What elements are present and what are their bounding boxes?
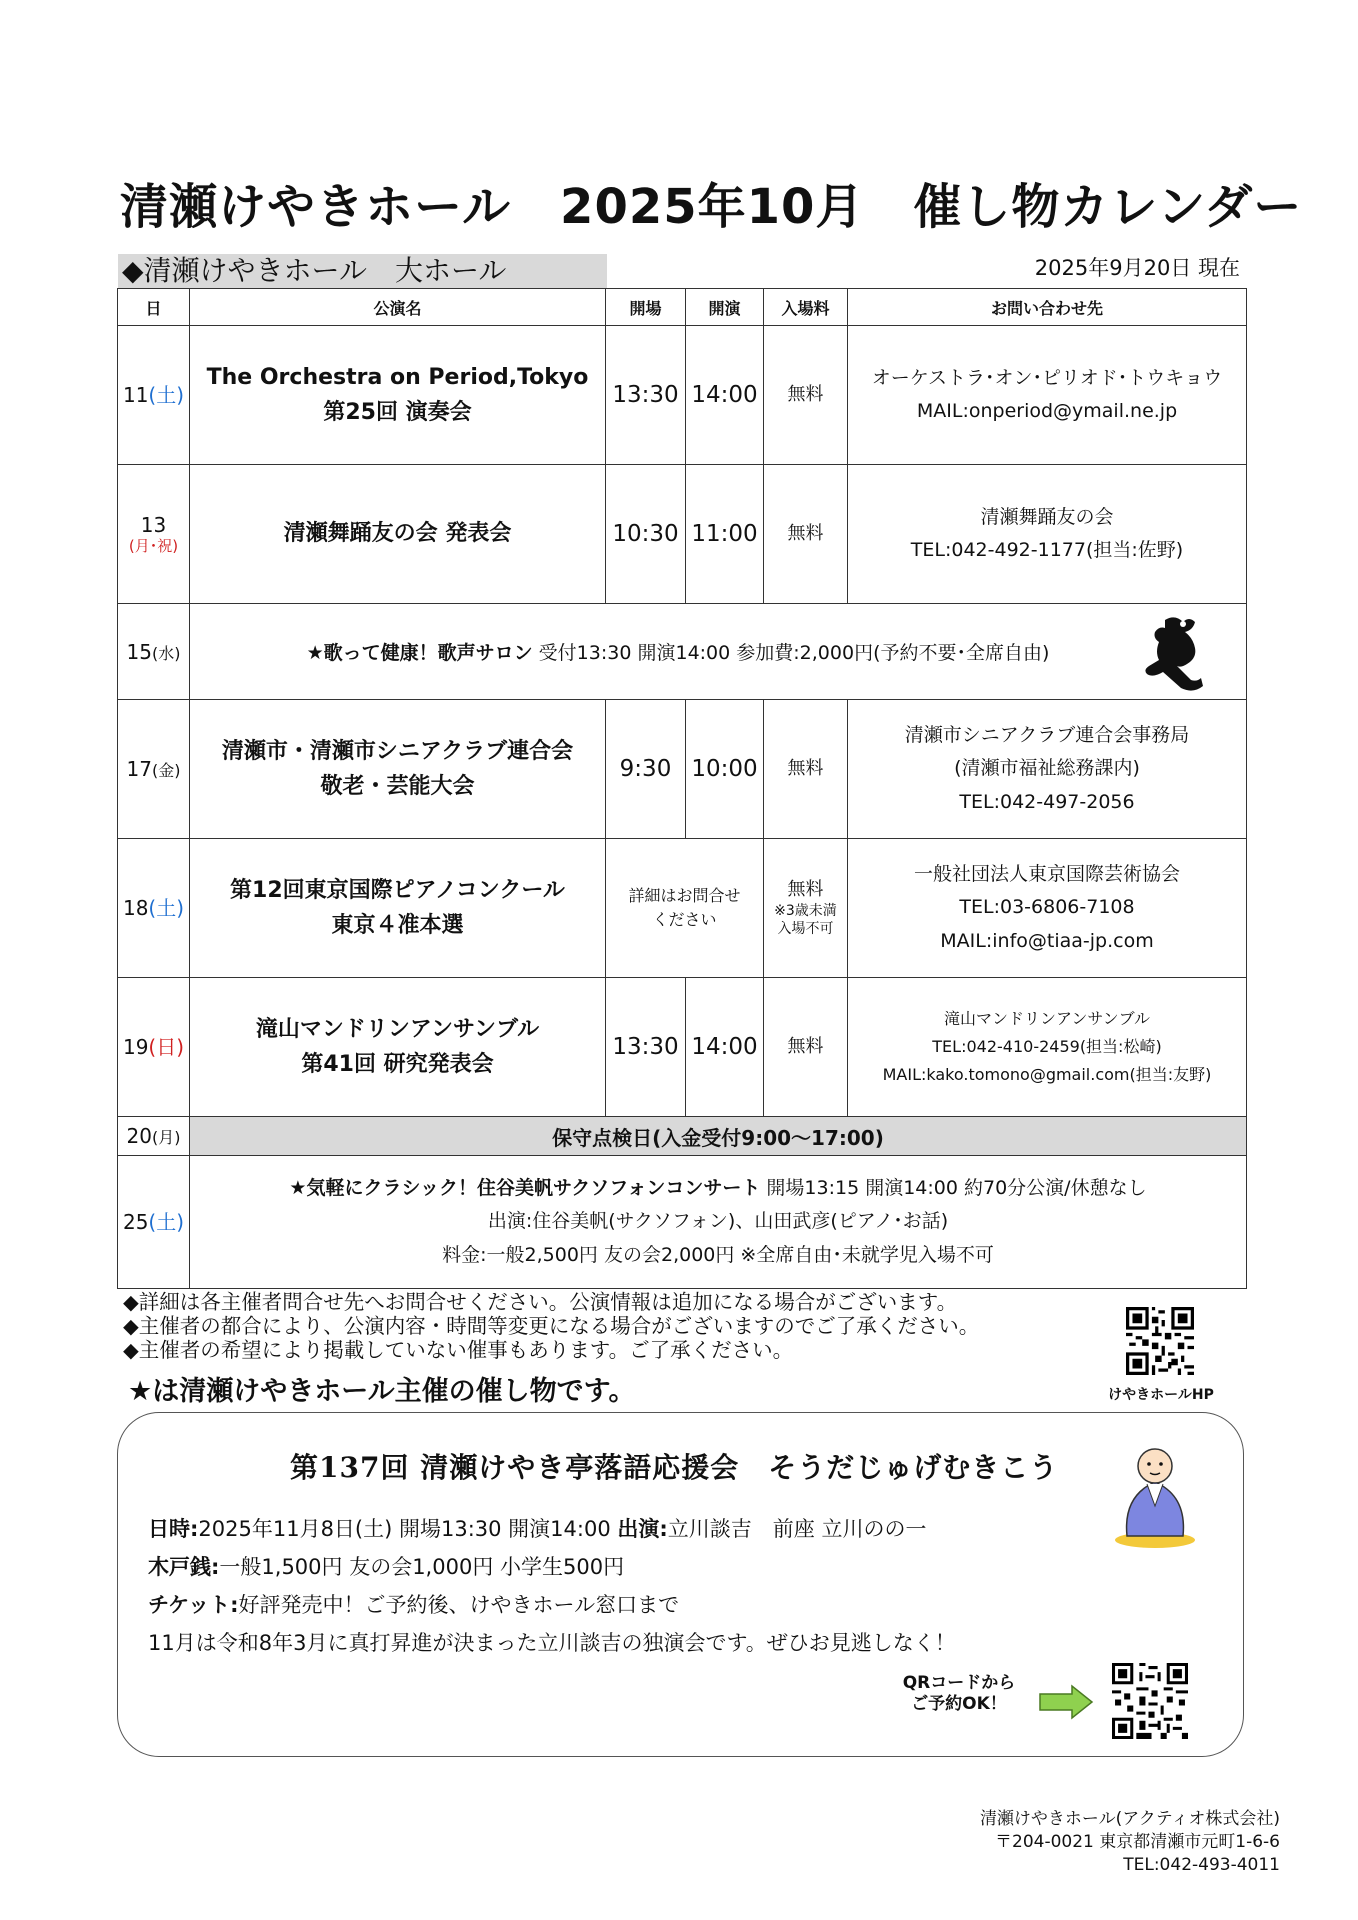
contact-cell: 清瀬市シニアクラブ連合会事務局 (清瀬市福祉総務課内) TEL:042-497-2056 xyxy=(848,700,1247,839)
col-header-event: 公演名 xyxy=(190,289,606,326)
contact-cell: 一般社団法人東京国際芸術協会 TEL:03-6806-7108 MAIL:info@tiaa-jp.com xyxy=(848,839,1247,978)
reservation-qr-icon[interactable] xyxy=(1112,1663,1188,1739)
event-name-cell: The Orchestra on Period,Tokyo 第25回 演奏会 xyxy=(190,326,606,465)
col-header-start: 開演 xyxy=(686,289,764,326)
col-header-open: 開場 xyxy=(606,289,686,326)
notes-block xyxy=(123,1290,979,1362)
rakugo-datetime: 日時:2025年11月8日(土) 開場13:30 開演14:00 出演:立川談吉 前座 立川のの一 xyxy=(148,1517,927,1541)
table-row xyxy=(118,326,1247,465)
col-header-day: 日 xyxy=(118,289,190,326)
hall-label: ◆清瀬けやきホール 大ホール xyxy=(118,254,607,288)
rakugo-ticket: チケット:好評発売中！ご予約後、けやきホール窓口まで xyxy=(148,1593,680,1617)
day-cell: 15(水) xyxy=(118,604,190,700)
event-name-cell: 清瀬舞踊友の会 発表会 xyxy=(190,465,606,604)
event-name-cell: 滝山マンドリンアンサンブル 第41回 研究発表会 xyxy=(190,978,606,1117)
table-row xyxy=(118,604,1247,700)
day-cell: 25(土) xyxy=(118,1156,190,1289)
start-time: 14:00 xyxy=(686,978,764,1117)
day-cell: 20(月) xyxy=(118,1117,190,1156)
table-row xyxy=(118,1117,1247,1156)
rakugo-performer-icon xyxy=(1105,1440,1205,1550)
as-of-date: 2025年9月20日 現在 xyxy=(1034,256,1240,280)
organizer-star-note: ★は清瀬けやきホール主催の催し物です。 xyxy=(128,1376,636,1407)
note-item: ◆詳細は各主催者問合せ先へお問合せください。公演情報は追加になる場合がございます。 xyxy=(123,1290,958,1314)
page-title: 清瀬けやきホール 2025年10月 催し物カレンダー xyxy=(120,179,1303,235)
day-cell: 19(日) xyxy=(118,978,190,1117)
maintenance-cell: 保守点検日(入金受付9:00～17:00) xyxy=(190,1117,1247,1156)
time-note-cell: 詳細はお問合せ ください xyxy=(606,839,764,978)
fee-cell: 無料 ※3歳未満 入場不可 xyxy=(764,839,848,978)
table-row xyxy=(118,465,1247,604)
day-cell: 18(土) xyxy=(118,839,190,978)
open-time: 13:30 xyxy=(606,978,686,1117)
rakugo-title: 第137回 清瀬けやき亭落語応援会 そうだじゅげむきこう xyxy=(290,1451,1059,1484)
footer-address: 清瀬けやきホール(アクティオ株式会社) 〒204-0021 東京都清瀬市元町1-6-6 TEL:042-493-4011 xyxy=(979,1809,1280,1875)
open-time: 13:30 xyxy=(606,326,686,465)
fee-cell: 無料 xyxy=(764,465,848,604)
event-span-cell: ★気軽にクラシック！住谷美帆サクソフォンコンサート 開場13:15 開演14:00 約70分公演/休憩なし 出演:住谷美帆(サクソフォン)、山田武彦(ピアノ･お話) 料金:一般2,500円 友の会2,000円 ※全席自由･未就学児入場不可 xyxy=(190,1156,1247,1289)
table-row xyxy=(118,1156,1247,1289)
contact-cell: オーケストラ･オン･ピリオド･トウキョウ MAIL:onperiod@ymail.ne.jp xyxy=(848,326,1247,465)
contact-cell: 清瀬舞踊友の会 TEL:042-492-1177(担当:佐野) xyxy=(848,465,1247,604)
event-name-cell: 第12回東京国際ピアノコンクール 東京４准本選 xyxy=(190,839,606,978)
col-header-fee: 入場料 xyxy=(764,289,848,326)
rakugo-description: 11月は令和8年3月に真打昇進が決まった立川談吉の独演会です。ぜひお見逃しなく！ xyxy=(148,1631,956,1655)
table-header-row xyxy=(118,289,1247,326)
day-cell: 13 (月･祝) xyxy=(118,465,190,604)
qr-reservation-text: QRコードから ご予約OK！ xyxy=(902,1673,1016,1714)
dancing-mascot-icon xyxy=(1143,614,1213,694)
open-time: 10:30 xyxy=(606,465,686,604)
note-item: ◆主催者の都合により、公演内容・時間等変更になる場合がございますのでご了承ください。 xyxy=(123,1314,980,1338)
table-row xyxy=(118,978,1247,1117)
table-row xyxy=(118,839,1247,978)
event-span-cell: ★歌って健康！歌声サロン 受付13:30 開演14:00 参加費:2,000円(予約不要･全席自由) xyxy=(190,604,1247,700)
fee-cell: 無料 xyxy=(764,326,848,465)
fee-cell: 無料 xyxy=(764,978,848,1117)
fee-cell: 無料 xyxy=(764,700,848,839)
event-name-cell: 清瀬市・清瀬市シニアクラブ連合会 敬老・芸能大会 xyxy=(190,700,606,839)
start-time: 14:00 xyxy=(686,326,764,465)
arrow-right-icon xyxy=(1038,1684,1094,1720)
contact-cell: 滝山マンドリンアンサンブル TEL:042-410-2459(担当:松崎) MAIL:kako.tomono@gmail.com(担当:友野) xyxy=(848,978,1247,1117)
start-time: 11:00 xyxy=(686,465,764,604)
note-item: ◆主催者の希望により掲載していない催事もあります。ご了承ください。 xyxy=(123,1338,794,1362)
open-time: 9:30 xyxy=(606,700,686,839)
day-cell: 11(土) xyxy=(118,326,190,465)
event-calendar-table xyxy=(117,288,1247,1289)
day-cell: 17(金) xyxy=(118,700,190,839)
rakugo-price: 木戸銭:一般1,500円 友の会1,000円 小学生500円 xyxy=(148,1555,625,1579)
table-row xyxy=(118,700,1247,839)
qr-hp-label: けやきホールHP xyxy=(1108,1387,1214,1403)
start-time: 10:00 xyxy=(686,700,764,839)
col-header-contact: お問い合わせ先 xyxy=(848,289,1247,326)
hall-hp-qr-icon[interactable] xyxy=(1126,1307,1194,1375)
